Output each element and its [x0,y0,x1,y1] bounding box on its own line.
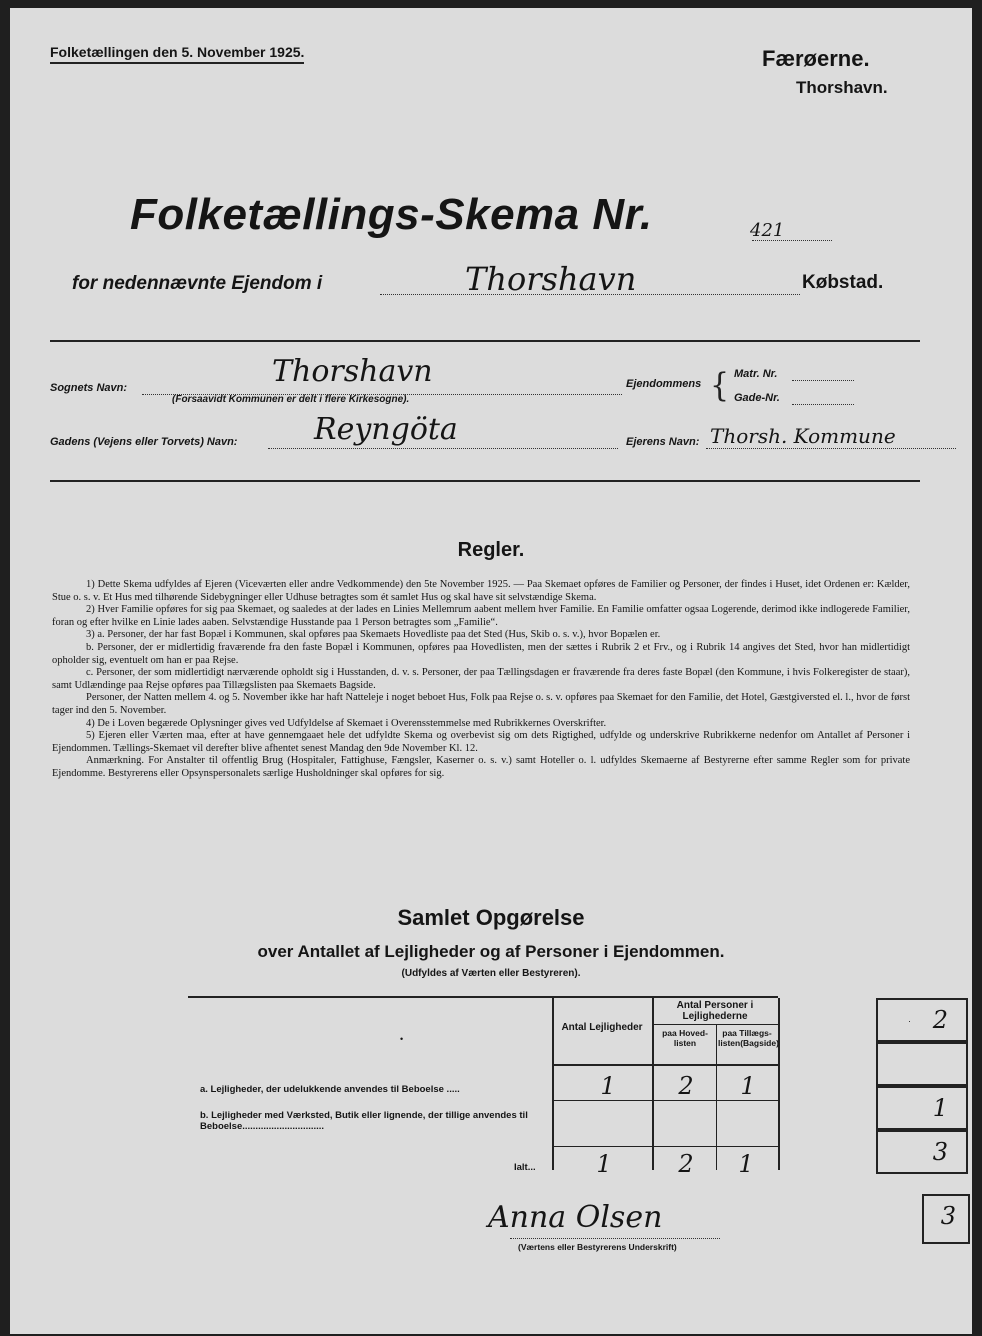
summary-subtitle: over Antallet af Lejligheder og af Personer i Ejendommen. [257,942,725,961]
side-box-value: 1 [932,1094,948,1122]
summary-note: (Udfyldes af Værten eller Bestyreren). [401,968,581,979]
table-header-rule [552,1064,778,1066]
summary-table [188,996,779,1178]
form-title: Folketællings-Skema Nr. [130,190,653,239]
owner-value: Thorsh. Kommune [710,424,896,448]
gade-line [792,404,854,405]
ialt-hoved: 2 [678,1150,694,1178]
street-label: Gadens (Vejens eller Torvets) Navn: [50,436,238,448]
parish-note: (Forsaavidt Kommunen er delt i flere Kirkesogne). [172,394,410,405]
rule-paragraph: 1) Dette Skema udfyldes af Ejeren (Viceværten eller andre Vedkommende) den 5te November 1925. — Paa Skemaet opføres de Familier og Personer, der findes i Huset, idet Ordenen er: Kælder, Stue o. s. v. Et Hus med tilhørende Sidebygninger eller Udhuse betragtes som ét samlet Hus og skal have sit selvstændige Skema. [52,579,910,603]
rule-paragraph: Anmærkning. For Anstalter til offentlig Brug (Hospitaler, Fattighuse, Fængsler, Kaserner o. s. v.) samt Hoteller o. l. udfyldes Skemaerne af Bestyrerne efter samme Regler som for private Ejendomme. Bestyrerens eller Opsynspersonalets særlige Husholdninger skal opføres for sig. [52,755,910,779]
owner-line [706,448,956,449]
form-number: 421 [750,220,785,241]
property-town-value: Thorshavn [465,260,637,298]
row-a-hoved: 2 [678,1072,694,1100]
row-a-label: a. Lejligheder, der udelukkende anvendes til Beboelse ..... [200,1084,460,1095]
rule-paragraph: 2) Hver Familie opføres for sig paa Skemaet, og saaledes at der lades en Linies Mellemrum aabent mellem hver Familie. En Familie omfatter ogsaa Logerende, derimod ikke indlogerede Familier, foran og efter hvilke en Linie lades aaben. Selvstændige Husstande paa 1 Person betragtes som „Familie“. [52,604,910,628]
street-value: Reyngöta [314,412,458,447]
summary-title: Samlet Opgørelse [397,905,585,930]
census-date-header: Folketællingen den 5. November 1925. [50,44,304,64]
ialt-label: Ialt... [514,1162,536,1173]
divider-top [50,340,920,342]
matr-label: Matr. Nr. [734,368,778,380]
kobstad-label: Købstad. [802,272,884,293]
parish-value: Thorshavn [272,354,433,389]
divider-bottom [50,480,920,482]
rule-paragraph: c. Personer, der som midlertidigt nærværende opholdt sig i Husstanden, d. v. s. Personer, der paa Tællingsdagen er fraværende fra deres faste Bopæl (den Kommune, i hvis Folkeregister de staar), samt Udlændinge paa Rejse opføres paa Tillægslisten paa Skemaets Bagside. [52,667,910,691]
row-b-label: b. Lejligheder med Værksted, Butik eller lignende, der tillige anvendes til Beboelse............................... [200,1110,528,1132]
signature: Anna Olsen [488,1200,663,1235]
form-number-line [752,240,832,241]
owner-label: Ejerens Navn: [626,436,700,448]
region-header: Færøerne. [762,46,870,71]
row-a-tillaeg: 1 [740,1072,756,1100]
col-hoved-header: paa Hoved-listen [662,1028,708,1048]
row-a-antal: 1 [600,1072,616,1100]
table-mark: • [400,1034,404,1044]
side-box-value: 2 [932,1006,948,1034]
side-box-value: 3 [940,1202,956,1230]
col-personer-header: Antal Personer i Lejlighederne [676,1000,754,1022]
table-row-rule [552,1100,778,1101]
side-box-3 [876,1086,968,1130]
rule-paragraph: 5) Ejeren eller Værten maa, efter at have gennemgaaet hele det udfyldte Skema og overbevist sig om dets Rigtighed, udfylde og underskrive Rubrikkerne nedenfor om Antallet af Personer i Ejendommen. Tællings-Skemaet vil derefter blive afhentet senest Mandag den 9de November Kl. 12. [52,730,910,754]
gade-label: Gade-Nr. [734,392,780,404]
col-antal-header: Antal Lejligheder [561,1022,643,1033]
street-line [268,448,618,449]
estate-brace: { [710,366,730,405]
side-box-2 [876,1042,968,1086]
col-tillaeg-header: paa Tillægs-listen(Bagside) [718,1028,779,1048]
signature-caption: (Værtens eller Bestyrerens Underskrift) [518,1242,677,1252]
table-row-rule [552,1146,778,1147]
side-box-mark: · [908,1016,911,1026]
rules-title: Regler. [457,539,525,561]
table-divider [716,1066,717,1170]
signature-line [510,1238,720,1239]
rule-paragraph: b. Personer, der er midlertidig fraværende fra den faste Bopæl i Kommunen, opføres paa Hovedlisten, men der sættes i Rubrik 2 et Frv., og i Rubrik 14 angives det Sted, hvor han midlertidigt opholder sig, eventuelt om han er paa Rejse. [52,641,910,666]
estate-label: Ejendommens [626,378,702,390]
rule-paragraph: 4) De i Loven begærede Oplysninger gives ved Udfyldelse af Skemaet i Overensstemmelse med Rubrikkernes Overskrifter. [86,717,607,729]
side-box-4 [876,1130,968,1174]
town-header: Thorshavn. [796,78,888,97]
ialt-tillaeg: 1 [738,1150,754,1178]
rule-paragraph: 3) a. Personer, der har fast Bopæl i Kommunen, skal opføres paa Skemaets Hovedliste paa det Sted (Hus, Skib o. s. v.), hvor Bopælen er. [86,629,661,641]
matr-line [792,380,854,381]
census-form-page [10,8,972,1334]
side-box-1 [876,998,968,1042]
table-header-rule [652,1024,778,1025]
rules-text [52,579,910,781]
table-divider [552,998,554,1170]
side-box-5 [922,1194,970,1244]
table-divider [778,998,780,1170]
ialt-antal: 1 [596,1150,612,1178]
table-divider [716,1024,717,1064]
rule-paragraph: Personer, der Natten mellem 4. og 5. November ikke har haft Natteleje i noget beboet Hus, Folk paa Rejse o. s. v. opføres paa Skemaet for den Familie, det Hotel, Gæstgiversted el. l., hvor de først tager ind den 5. November. [52,692,910,716]
property-label: for nedennævnte Ejendom i [72,273,323,294]
parish-label: Sognets Navn: [50,382,128,394]
side-box-value: 3 [932,1138,948,1166]
